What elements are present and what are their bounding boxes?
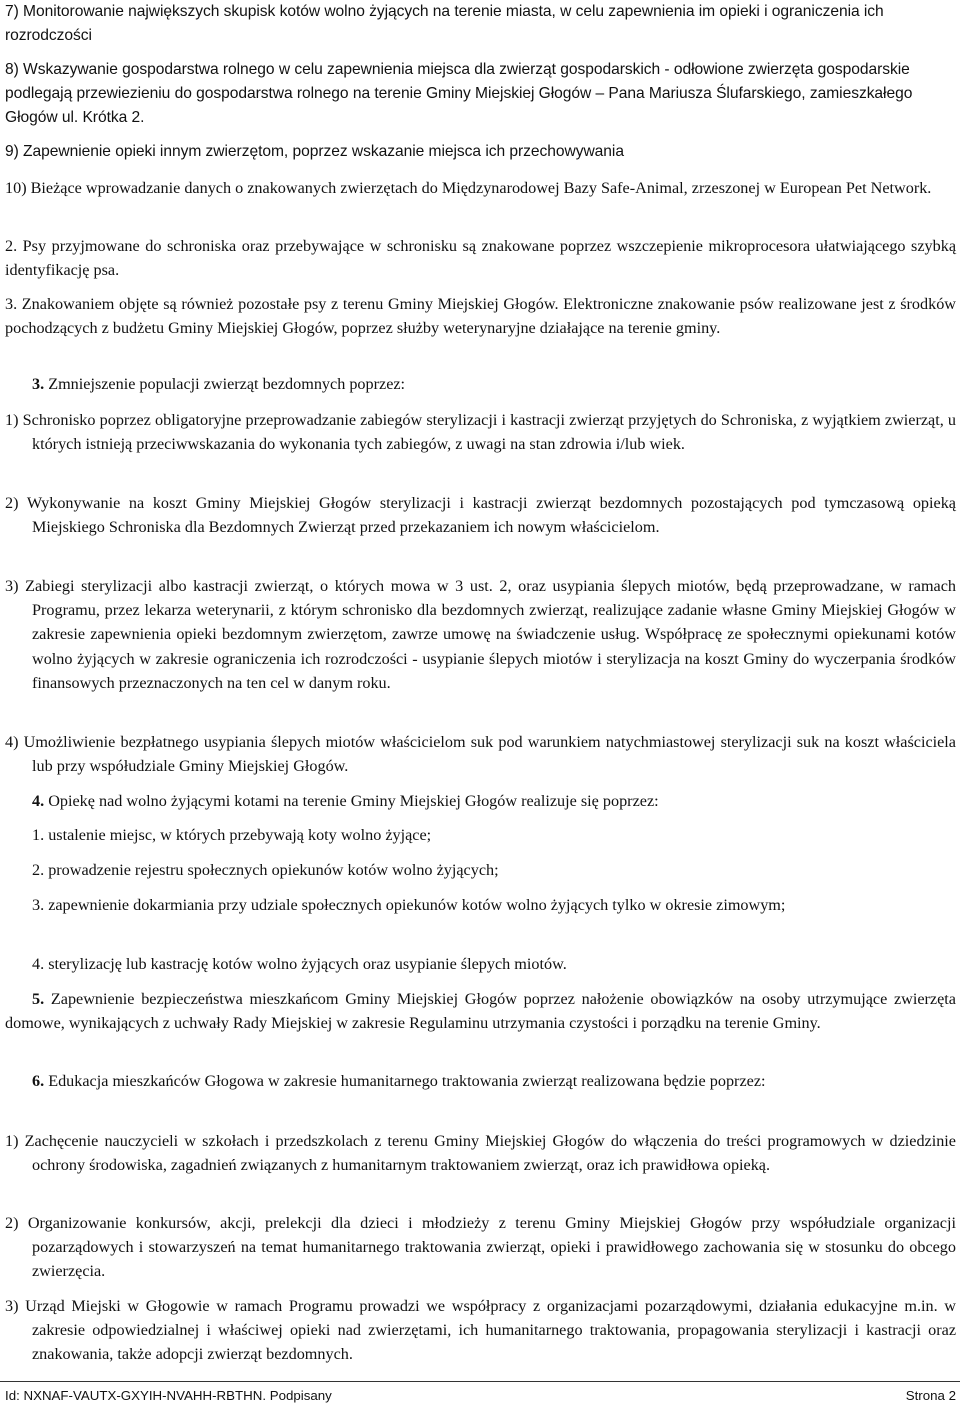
section-3-title: Zmniejszenie populacji zwierząt bezdomnych poprzez: xyxy=(44,375,406,393)
section-3-heading xyxy=(32,372,956,396)
section-6-text: Edukacja mieszkańców Głogowa w zakresie humanitarnego traktowania zwierząt realizowana będzie poprzez: xyxy=(44,1072,766,1090)
footer-page-number: Strona 2 xyxy=(905,1388,956,1403)
paragraph-point-3: 3. Znakowaniem objęte są również pozostałe psy z terenu Gminy Miejskiej Głogów. Elektroniczne znakowanie psów realizowane jest z środków pochodzących z budżetu Gminy Miejskiej Głogów, poprzez służby weterynaryjne działające na terenie gminy. xyxy=(5,295,956,338)
section-4-item-3: 3. zapewnienie dokarmiania przy udziale społecznych opiekunów kotów wolno żyjących tylko w okresie zimowym; xyxy=(32,896,786,914)
section-4-item-2: 2. prowadzenie rejestru społecznych opiekunów kotów wolno żyjących; xyxy=(32,861,499,879)
paragraph-point-2: 2. Psy przyjmowane do schroniska oraz przebywające w schronisku są znakowane poprzez wszczepienie mikroprocesora ułatwiającego szybką identyfikację psa. xyxy=(5,237,956,280)
section-4-item-1: 1. ustalenie miejsc, w których przebywają koty wolno żyjące; xyxy=(32,826,432,844)
page-footer xyxy=(5,1387,956,1405)
footer-document-id: Id: NXNAF-VAUTX-GXYIH-NVAHH-RBTHN. Podpisany xyxy=(5,1388,332,1403)
section-6-item-1: 1) Zachęcenie nauczycieli w szkołach i przedszkolach z terenu Gminy Miejskiej Głogów do włączenia do treści programowych w dziedzinie ochrony środowiska, zagadnień związanych z humanitarnym traktowaniem zwierząt, oraz ich prawidłowa opieką. xyxy=(5,1132,956,1175)
section-3-item-2: 2) Wykonywanie na koszt Gminy Miejskiej Głogów sterylizacji i kastracji zwierząt bezdomnych pozostających pod tymczasową opieką Miejskiego Schroniska dla Bezdomnych Zwierząt przed przekazaniem ich nowym właścicielom. xyxy=(5,494,956,537)
section-3-number: 3. xyxy=(32,375,45,393)
footer-divider xyxy=(0,1381,960,1382)
section-6-item-2: 2) Organizowanie konkursów, akcji, prelekcji dla dzieci i młodzieży z terenu Gminy Miejskiej Głogów przy współudziale organizacji pozarządowych i stowarzyszeń na temat humanitarnego traktowania zwierząt, opieki i prawidłowego zachowania się w stosunku do obcego zwierzęcia. xyxy=(5,1214,956,1281)
section-6-number: 6. xyxy=(32,1072,45,1090)
section-6-paragraph xyxy=(5,1069,956,1093)
paragraph-item-10: 10) Bieżące wprowadzanie danych o znakowanych zwierzętach do Międzynarodowej Bazy Safe-Animal, zrzeszonej w European Pet Network. xyxy=(5,179,932,197)
paragraph-item-7: 7) Monitorowanie największych skupisk kotów wolno żyjących na terenie miasta, w celu zapewnienia im opieki i ograniczenia ich rozrodczości xyxy=(5,3,884,45)
section-3-item-4: 4) Umożliwienie bezpłatnego usypiania ślepych miotów właścicielom suk pod warunkiem natychmiastowej sterylizacji suk na koszt właściciela lub przy współudziale Gminy Miejskiej Głogów. xyxy=(5,733,956,776)
section-3-item-1: 1) Schronisko poprzez obligatoryjne przeprowadzanie zabiegów sterylizacji i kastracji zwierząt przyjętych do Schroniska, z wyjątkiem zwierząt, u których istnieją przeciwwskazania do wykonania tych zabiegów, z uwagi na stan zdrowia i/lub wiek. xyxy=(5,411,956,454)
section-6-item-3: 3) Urząd Miejski w Głogowie w ramach Programu prowadzi we współpracy z organizacjami pozarządowymi, działania edukacyjne m.in. w zakresie odpowiedzialnej i właściwej opieki nad zwierzętami, ich humanitarnego traktowania, propagowania sterylizacji i kastracji oraz znakowania, także adopcji zwierząt bezdomnych. xyxy=(5,1297,956,1364)
paragraph-item-9: 9) Zapewnienie opieki innym zwierzętom, poprzez wskazanie miejsca ich przechowywania xyxy=(5,143,624,160)
section-3-item-3: 3) Zabiegi sterylizacji albo kastracji zwierząt, o których mowa w 3 ust. 2, oraz usypiania ślepych miotów, będą przeprowadzane, w ramach Programu, przez lekarza weterynarii, z którym schronisko dla bezdomnych zwierząt, realizujące zadanie własne Gminy Miejskiej Głogów w zakresie zapewnienia opieki bezdomnym zwierzętom, zawrze umowę na świadczenie usług. Współpracę ze społecznymi opiekunami kotów wolno żyjących w zakresie ograniczenia ich rozrodczości - usypianie ślepych miotów i sterylizacja na koszt Gminy do wyczerpania środków finansowych przeznaczonych na ten cel w danym roku. xyxy=(5,577,956,692)
section-5-number: 5. xyxy=(32,990,45,1008)
section-5-text: Zapewnienie bezpieczeństwa mieszkańcom Gminy Miejskiej Głogów poprzez nałożenie obowiązków na osoby utrzymujące zwierzęta domowe, wynikających z uchwały Rady Miejskiej w zakresie Regulaminu utrzymania czystości i porządku na terenie Gminy. xyxy=(5,990,956,1033)
section-4-heading xyxy=(32,789,956,813)
paragraph-item-8: 8) Wskazywanie gospodarstwa rolnego w celu zapewnienia miejsca dla zwierząt gospodarskich - odłowione zwierzęta gospodarskie podlegają przewiezieniu do gospodarstwa rolnego na terenie Gminy Miejskiej Głogów – Pana Mariusza Ślufarskiego, zamieszkałego Głogów ul. Krótka 2. xyxy=(5,61,913,127)
section-4-number: 4. xyxy=(32,792,45,810)
section-5-paragraph xyxy=(5,987,956,1035)
section-4-title: Opiekę nad wolno żyjącymi kotami na terenie Gminy Miejskiej Głogów realizuje się poprzez: xyxy=(44,792,659,810)
section-4-item-4: 4. sterylizację lub kastrację kotów wolno żyjących oraz usypianie ślepych miotów. xyxy=(32,955,567,973)
